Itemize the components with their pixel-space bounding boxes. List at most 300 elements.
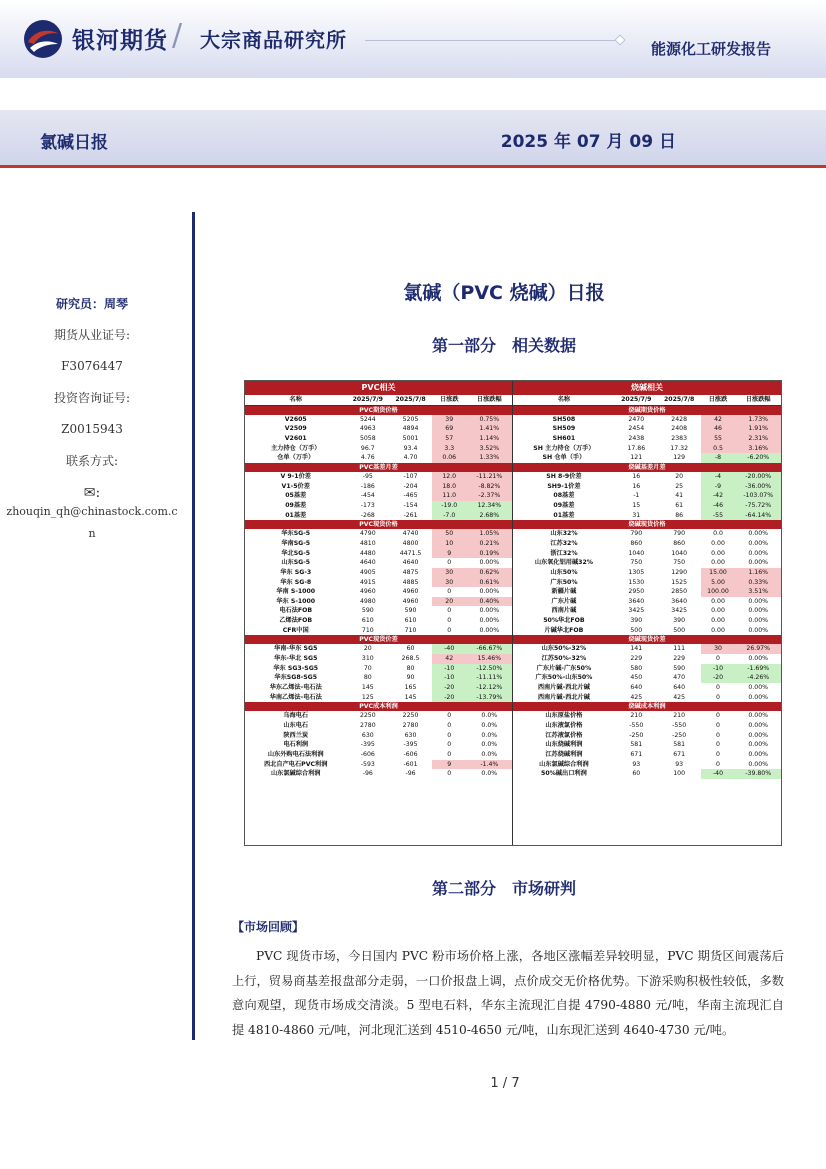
table-cell: -10 [432, 664, 467, 674]
table-cell: 20 [432, 597, 467, 607]
table-cell: 640 [673, 684, 686, 692]
table-row [513, 597, 781, 607]
table-cell: 山东烧碱利润 [545, 741, 583, 749]
table-cell: 0 [716, 655, 720, 663]
part2-heading: 第二部分 市场研判 [431, 879, 576, 898]
table-row [513, 568, 781, 578]
table-row [245, 693, 512, 703]
table-cell: 20 [675, 472, 684, 480]
table-cell: 4.76 [360, 454, 375, 462]
section-title: 烧碱基差月差 [513, 463, 781, 472]
table-cell: 3425 [671, 607, 688, 615]
table-cell: 145 [404, 693, 417, 701]
table-cell: 0 [716, 751, 720, 758]
table-cell: 5058 [359, 434, 376, 442]
table-row [245, 501, 512, 511]
table-cell: -204 [403, 482, 418, 490]
table-cell: SH 8-9价差 [546, 472, 582, 480]
table-cell: 93 [632, 760, 641, 768]
table-cell: 0 [447, 607, 452, 615]
column-header: 日涨跌 [701, 395, 736, 405]
table-cell: 0 [716, 712, 720, 720]
table-cell: -10 [701, 664, 736, 674]
table-cell: 0 [447, 741, 452, 749]
table-cell: 0 [447, 731, 452, 739]
table-row [513, 673, 781, 683]
header-divider: / [172, 18, 183, 53]
table-cell: 0.00% [479, 559, 500, 567]
table-cell: -12.50% [467, 664, 512, 674]
table-cell: 390 [630, 617, 643, 625]
table-cell: 4800 [402, 539, 419, 547]
table-cell: 0.00% [748, 693, 769, 701]
table-cell: 华东 SG3-SG5 [273, 664, 319, 672]
analyst-name: 研究员：周琴 [55, 297, 128, 311]
table-cell: -606 [403, 751, 418, 758]
table-cell: 50 [432, 529, 467, 539]
doc-title: 氯碱（PVC 烧碱）日报 [403, 282, 605, 304]
table-cell: 0.00 [711, 626, 725, 634]
table-cell: 310 [361, 655, 374, 663]
table-cell: -395 [360, 741, 375, 749]
table-cell: 80 [406, 664, 415, 672]
table-cell: 0.61% [467, 578, 512, 588]
table-cell: 2454 [628, 425, 645, 433]
column-header-row [513, 395, 781, 405]
table-cell: -11.21% [467, 472, 512, 482]
table-cell: SH508 [552, 415, 576, 423]
part1-heading: 第一部分 相关数据 [431, 336, 576, 355]
table-cell: 610 [361, 617, 374, 625]
table-row [245, 587, 512, 597]
table-cell: 西南片碱-西北片碱 [537, 684, 590, 692]
table-cell: 陕西兰炭 [283, 731, 309, 739]
table-cell: 华南SG-5 [281, 539, 311, 547]
pvc-table [245, 381, 513, 845]
table-cell: 790 [673, 530, 686, 538]
table-cell: V2509 [284, 425, 307, 433]
table-row [245, 731, 512, 741]
galaxy-futures-logo-icon [22, 18, 64, 60]
table-cell: 165 [404, 684, 417, 692]
table-cell: 1040 [628, 549, 645, 557]
table-cell: 57 [432, 434, 467, 444]
column-header: 日涨跌幅 [735, 395, 781, 405]
table-cell: 90 [406, 674, 415, 682]
table-cell: -550 [672, 722, 687, 730]
table-cell: 0.00 [711, 549, 725, 557]
table-row [245, 644, 512, 654]
table-row [513, 511, 781, 521]
table-row [513, 616, 781, 626]
table-cell: 山东液氯价格 [545, 722, 583, 730]
table-cell: 4960 [402, 588, 419, 596]
table-cell: -601 [403, 760, 418, 768]
table-cell: -4 [701, 472, 736, 482]
table-cell: 华北SG-5 [281, 549, 311, 557]
table-cell: 0 [716, 760, 720, 768]
table-row [245, 539, 512, 549]
table-cell: -250 [672, 731, 687, 739]
section-title: 烧碱现货价差 [513, 635, 781, 644]
table-cell: 121 [630, 454, 643, 462]
table-cell: SH 仓单（手） [542, 454, 586, 462]
table-cell: -606 [360, 751, 375, 758]
table-cell: -39.80% [735, 769, 781, 779]
table-cell: -103.07% [735, 491, 781, 501]
table-cell: -64.14% [735, 511, 781, 521]
section-title: PVC成本利润 [245, 702, 512, 711]
table-cell: 5.00 [701, 578, 736, 588]
table-cell: 16 [632, 482, 641, 490]
table-row [513, 693, 781, 703]
table-cell: 2.31% [735, 434, 781, 444]
table-row [245, 626, 512, 636]
table-cell: V 9-1价差 [280, 472, 311, 480]
table-cell: 0.00% [748, 684, 769, 692]
table-cell: 17.86 [627, 444, 646, 452]
table-cell: 100 [673, 770, 686, 778]
table-cell: 电石利润 [283, 741, 309, 749]
table-cell: 50%华北FOB [543, 617, 585, 625]
table-cell: 0.00% [748, 712, 769, 720]
table-cell: 630 [404, 731, 417, 739]
table-cell: 1305 [628, 568, 645, 576]
table-cell: 30 [701, 644, 736, 654]
column-header: 2025/7/9 [346, 395, 389, 405]
contact-label: 联系方式: [65, 454, 119, 468]
table-cell: 860 [673, 539, 686, 547]
table-cell: 广东50%-山东50% [535, 674, 593, 682]
section-header-row [513, 463, 781, 472]
table-row [513, 711, 781, 721]
table-cell: 乙烯法FOB [279, 617, 313, 625]
table-cell: 华东乙烯法-电石法 [269, 684, 322, 692]
table-cell: 2250 [402, 712, 419, 720]
table-cell: -173 [360, 501, 375, 509]
table-cell: 145 [361, 684, 374, 692]
consult-number: Z0015943 [61, 422, 123, 436]
column-header: 2025/7/8 [389, 395, 432, 405]
section-header-row [245, 520, 512, 529]
table-cell: 0.00 [711, 559, 725, 567]
column-header: 名称 [245, 395, 346, 405]
table-cell: 0 [447, 617, 452, 625]
sidebar [0, 295, 184, 545]
table-cell: V2601 [284, 434, 307, 442]
table-cell: 0.00% [748, 741, 769, 749]
table-cell: -2.37% [467, 491, 512, 501]
table-cell: 1530 [628, 578, 645, 586]
table-cell: 210 [630, 712, 643, 720]
table-cell: 470 [673, 674, 686, 682]
table-cell: 750 [673, 559, 686, 567]
table-cell: 0.00% [748, 626, 769, 634]
table-cell: -42 [701, 491, 736, 501]
table-cell: 30 [432, 578, 467, 588]
table-row [245, 424, 512, 434]
table-cell: 4810 [359, 539, 376, 547]
table-cell: 30 [432, 568, 467, 578]
table-cell: -395 [403, 741, 418, 749]
section-header-row [245, 405, 512, 415]
table-cell: 4980 [359, 597, 376, 605]
column-header: 2025/7/8 [658, 395, 701, 405]
table-cell: 15.00 [701, 568, 736, 578]
column-header-row [245, 395, 512, 405]
data-table [244, 380, 782, 846]
table-cell: 0.21% [467, 539, 512, 549]
table-cell: -96 [362, 770, 373, 778]
table-row [513, 626, 781, 636]
table-cell: 3640 [671, 597, 688, 605]
table-cell: -1.69% [735, 664, 781, 674]
table-row [245, 415, 512, 425]
table-cell: 山东32% [550, 530, 578, 538]
table-cell: 111 [673, 645, 686, 653]
review-paragraph: PVC 现货市场，今日国内 PVC 粉市场价格上涨，各地区涨幅差异较明显，PVC 期货区间震荡后上行，贸易商基差报盘部分走弱，一口价报盘上调，点价成交无价格优势。下游采购积极性较低，多数意向观望，现货市场成交清淡。5 型电石料，华东主流现汇自提 4790-4880 元/吨，华南主流现汇自提 4810-4860 元/吨，河北现汇送到 4510-4650 元/吨，山东现汇送到 4640-4730 元/吨。 [232, 949, 784, 1037]
table-cell: 1.14% [467, 434, 512, 444]
table-row [513, 644, 781, 654]
table-title: 烧碱相关 [513, 381, 781, 395]
table-cell: 华东SG8-SG5 [274, 674, 318, 682]
table-cell: 09基差 [285, 501, 307, 509]
table-cell: 0.00% [748, 549, 769, 557]
section-header-row [513, 635, 781, 644]
column-header: 日涨跌 [432, 395, 467, 405]
header-deco-diamond [614, 34, 625, 45]
table-cell: 0.5 [701, 444, 736, 454]
table-cell: 0 [716, 693, 720, 701]
section-header-row [245, 635, 512, 644]
table-title: PVC相关 [245, 381, 512, 395]
table-cell: 2383 [671, 434, 688, 442]
table-cell: 电石法FOB [279, 607, 313, 615]
table-row [513, 760, 781, 770]
table-cell: 640 [630, 684, 643, 692]
sidebar-divider [192, 212, 195, 1040]
analyst-email[interactable]: zhouqin_qh@chinastock.com.cn [6, 505, 178, 540]
table-cell: 39 [432, 415, 467, 425]
table-cell: V2605 [284, 415, 307, 423]
table-cell: -55 [701, 511, 736, 521]
table-cell: 0.0% [481, 751, 498, 758]
table-cell: 新疆片碱 [551, 588, 577, 596]
table-row [513, 578, 781, 588]
table-cell: 86 [675, 511, 684, 519]
table-cell: 山东原盐价格 [545, 712, 583, 720]
table-cell: 0.00% [748, 539, 769, 547]
page-header [0, 0, 826, 78]
table-cell: 0.00 [711, 539, 725, 547]
table-cell: 581 [673, 741, 686, 749]
table-cell: 西北自产电石PVC利润 [264, 760, 328, 768]
table-cell: -36.00% [735, 482, 781, 492]
table-cell: 581 [630, 741, 643, 749]
table-cell: 630 [361, 731, 374, 739]
table-cell: -12.12% [467, 683, 512, 693]
table-title-row [513, 381, 781, 395]
table-row [513, 731, 781, 741]
table-cell: -4.26% [735, 673, 781, 683]
table-row [513, 664, 781, 674]
table-cell: 华东 SG-3 [280, 568, 312, 576]
table-row [245, 444, 512, 454]
table-cell: 0.0% [481, 731, 498, 739]
table-row [245, 453, 512, 463]
table-cell: 0.19% [467, 549, 512, 559]
table-row [513, 587, 781, 597]
table-cell: 江苏烧碱利润 [545, 751, 583, 758]
table-cell: 15.46% [467, 654, 512, 664]
table-cell: 08基差 [553, 492, 575, 500]
section-title: PVC现货价差 [245, 635, 512, 644]
table-row [513, 654, 781, 664]
table-cell: 0.00% [748, 731, 769, 739]
table-cell: 60 [632, 770, 641, 778]
table-cell: 17.32 [670, 444, 689, 452]
table-row [245, 549, 512, 559]
table-cell: SH509 [552, 425, 576, 433]
table-cell: 01基差 [553, 511, 575, 519]
table-cell: 01基差 [285, 511, 307, 519]
table-row [513, 740, 781, 750]
report-date: 2025 年 07 月 09 日 [500, 132, 676, 152]
table-cell: 仓单（万手） [277, 454, 315, 462]
table-row [513, 472, 781, 482]
table-cell: -10 [432, 673, 467, 683]
table-cell: 0.0% [481, 741, 498, 749]
table-cell: 590 [361, 607, 374, 615]
table-cell: 26.97% [735, 644, 781, 654]
table-cell: -9 [701, 482, 736, 492]
table-cell: 4875 [402, 568, 419, 576]
table-row [245, 760, 512, 770]
table-cell: 09基差 [553, 501, 575, 509]
table-cell: 11.0 [432, 491, 467, 501]
table-cell: 125 [361, 693, 374, 701]
table-cell: 4960 [402, 597, 419, 605]
section-header-row [513, 702, 781, 711]
caustic-soda-table [513, 381, 781, 845]
table-cell: CFR中国 [282, 626, 309, 634]
table-cell: 3425 [628, 607, 645, 615]
table-cell: 100.00 [701, 587, 736, 597]
table-cell: 浙江32% [550, 549, 578, 557]
table-cell: 山东氯碱综合利润 [539, 760, 589, 768]
table-cell: 0.33% [735, 578, 781, 588]
section-header-row [245, 702, 512, 711]
table-cell: 山东电石 [283, 722, 309, 730]
table-row [513, 750, 781, 760]
table-cell: 华南 S-1000 [276, 588, 316, 596]
table-cell: 450 [630, 674, 643, 682]
table-cell: 山东外购电石法利润 [267, 751, 324, 758]
table-cell: 5001 [402, 434, 419, 442]
table-cell: -8.82% [467, 482, 512, 492]
table-cell: 2780 [359, 722, 376, 730]
table-cell: 10 [432, 539, 467, 549]
table-cell: 18.0 [432, 482, 467, 492]
table-cell: 0.00 [711, 597, 725, 605]
table-cell: 3.52% [467, 444, 512, 454]
table-cell: -20.00% [735, 472, 781, 482]
table-cell: 229 [673, 655, 686, 663]
table-cell: 0 [716, 684, 720, 692]
license-number: F3076447 [61, 359, 123, 373]
table-cell: 0 [447, 559, 452, 567]
table-cell: 华东SG-5 [281, 530, 311, 538]
table-cell: 0 [716, 741, 720, 749]
review-label: 【市场回顾】 [232, 920, 305, 934]
table-row [245, 558, 512, 568]
daily-name: 氯碱日报 [40, 133, 108, 153]
table-row [513, 501, 781, 511]
table-cell: 129 [673, 454, 686, 462]
section-title: 烧碱期货价格 [513, 405, 781, 415]
table-cell: 0.00% [479, 617, 500, 625]
table-cell: -186 [360, 482, 375, 490]
table-cell: 山东50% [550, 568, 578, 576]
section-title: PVC现货价格 [245, 520, 512, 529]
table-cell: 69 [432, 424, 467, 434]
table-cell: 0 [716, 722, 720, 730]
table-cell: 山东50%-32% [541, 645, 587, 653]
table-cell: 671 [630, 751, 643, 758]
table-row [245, 491, 512, 501]
table-cell: 0.00% [748, 530, 769, 538]
table-row [245, 434, 512, 444]
table-row [245, 664, 512, 674]
section-header-row [513, 405, 781, 415]
table-cell: 4894 [402, 425, 419, 433]
table-cell: -593 [360, 760, 375, 768]
table-cell: 0.00% [748, 751, 769, 758]
column-header: 2025/7/9 [615, 395, 658, 405]
table-cell: 12.34% [467, 501, 512, 511]
column-header: 名称 [513, 395, 615, 405]
table-cell: 9 [432, 760, 467, 770]
table-row [245, 654, 512, 664]
table-cell: -465 [403, 492, 418, 500]
table-cell: 3.3 [432, 444, 467, 454]
table-cell: 93 [675, 760, 684, 768]
table-cell: 1040 [671, 549, 688, 557]
table-cell: SH9-1价差 [547, 482, 581, 490]
table-cell: 3640 [628, 597, 645, 605]
table-cell: 860 [630, 539, 643, 547]
table-cell: 2250 [359, 712, 376, 720]
table-cell: 西南片碱-西北片碱 [537, 693, 590, 701]
table-cell: -40 [432, 644, 467, 654]
table-cell: 425 [673, 693, 686, 701]
table-row [245, 616, 512, 626]
table-cell: 0 [447, 751, 452, 758]
table-cell: -8 [701, 453, 736, 463]
section-title: PVC期货价格 [245, 405, 512, 415]
table-cell: 0 [716, 731, 720, 739]
table-cell: 0.62% [467, 568, 512, 578]
table-cell: 0.0% [481, 712, 498, 720]
table-cell: 1.05% [467, 529, 512, 539]
table-cell: 江苏液氯价格 [545, 731, 583, 739]
table-cell: 0 [447, 626, 452, 634]
table-cell: 4905 [359, 568, 376, 576]
table-cell: 0.00% [479, 588, 500, 596]
table-cell: 华东 SG-8 [280, 578, 312, 586]
table-cell: -454 [360, 492, 375, 500]
table-cell: 0 [447, 588, 452, 596]
